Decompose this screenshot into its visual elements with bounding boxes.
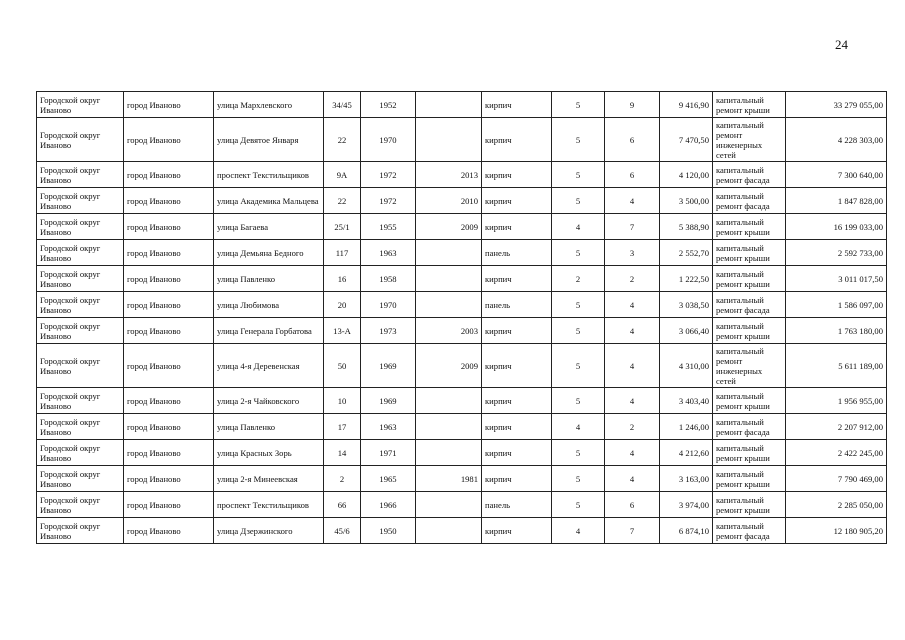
cell-city: город Иваново: [124, 188, 214, 214]
cell-city: город Иваново: [124, 492, 214, 518]
cell-city: город Иваново: [124, 162, 214, 188]
table-row: [37, 266, 887, 292]
cell-cost: 16 199 033,00: [786, 214, 887, 240]
cell-wall-material: кирпич: [482, 162, 552, 188]
cell-city: город Иваново: [124, 92, 214, 118]
cell-floors: 5: [552, 388, 605, 414]
cell-area: 1 246,00: [660, 414, 713, 440]
cell-okrug: Городской округ Иваново: [37, 414, 124, 440]
cell-city: город Иваново: [124, 388, 214, 414]
cell-cost: 5 611 189,00: [786, 344, 887, 388]
cell-floors: 5: [552, 440, 605, 466]
cell-work-type: капитальный ремонт крыши: [713, 388, 786, 414]
cell-year-renovated: [416, 492, 482, 518]
cell-cost: 2 285 050,00: [786, 492, 887, 518]
table-row: [37, 466, 887, 492]
table-row: [37, 118, 887, 162]
cell-work-type: капитальный ремонт крыши: [713, 492, 786, 518]
cell-street: улица Павленко: [214, 414, 324, 440]
cell-year-built: 1973: [361, 318, 416, 344]
cell-year-built: 1969: [361, 344, 416, 388]
cell-floors: 5: [552, 492, 605, 518]
cell-entrances: 9: [605, 92, 660, 118]
cell-year-renovated: [416, 266, 482, 292]
cell-house-number: 14: [324, 440, 361, 466]
cell-work-type: капитальный ремонт крыши: [713, 92, 786, 118]
cell-street: улица Академика Мальцева: [214, 188, 324, 214]
cell-wall-material: кирпич: [482, 414, 552, 440]
cell-year-renovated: [416, 240, 482, 266]
cell-year-renovated: [416, 414, 482, 440]
cell-entrances: 6: [605, 162, 660, 188]
cell-entrances: 4: [605, 466, 660, 492]
cell-okrug: Городской округ Иваново: [37, 466, 124, 492]
cell-house-number: 66: [324, 492, 361, 518]
cell-street: проспект Текстильщиков: [214, 162, 324, 188]
cell-house-number: 9А: [324, 162, 361, 188]
cell-entrances: 4: [605, 388, 660, 414]
cell-city: город Иваново: [124, 414, 214, 440]
cell-area: 2 552,70: [660, 240, 713, 266]
cell-entrances: 2: [605, 266, 660, 292]
cell-okrug: Городской округ Иваново: [37, 92, 124, 118]
cell-floors: 5: [552, 344, 605, 388]
cell-year-built: 1972: [361, 162, 416, 188]
cell-cost: 33 279 055,00: [786, 92, 887, 118]
table-row: [37, 344, 887, 388]
cell-wall-material: кирпич: [482, 440, 552, 466]
cell-year-renovated: 2010: [416, 188, 482, 214]
cell-okrug: Городской округ Иваново: [37, 240, 124, 266]
cell-year-renovated: [416, 292, 482, 318]
cell-year-built: 1963: [361, 240, 416, 266]
cell-city: город Иваново: [124, 318, 214, 344]
cell-entrances: 3: [605, 240, 660, 266]
cell-city: город Иваново: [124, 292, 214, 318]
cell-floors: 5: [552, 292, 605, 318]
cell-okrug: Городской округ Иваново: [37, 388, 124, 414]
table-row: [37, 188, 887, 214]
cell-year-renovated: 2003: [416, 318, 482, 344]
cell-street: улица 4-я Деревенская: [214, 344, 324, 388]
cell-entrances: 4: [605, 188, 660, 214]
cell-year-renovated: 1981: [416, 466, 482, 492]
cell-area: 4 212,60: [660, 440, 713, 466]
cell-area: 3 500,00: [660, 188, 713, 214]
cell-house-number: 13-А: [324, 318, 361, 344]
cell-floors: 5: [552, 188, 605, 214]
cell-work-type: капитальный ремонт фасада: [713, 162, 786, 188]
cell-area: 3 066,40: [660, 318, 713, 344]
cell-city: город Иваново: [124, 240, 214, 266]
cell-year-renovated: [416, 440, 482, 466]
cell-entrances: 6: [605, 492, 660, 518]
cell-area: 7 470,50: [660, 118, 713, 162]
cell-year-built: 1955: [361, 214, 416, 240]
cell-floors: 4: [552, 214, 605, 240]
cell-house-number: 45/6: [324, 518, 361, 544]
cell-house-number: 22: [324, 188, 361, 214]
cell-wall-material: кирпич: [482, 266, 552, 292]
table-row: [37, 492, 887, 518]
cell-floors: 2: [552, 266, 605, 292]
cell-okrug: Городской округ Иваново: [37, 518, 124, 544]
cell-year-built: 1970: [361, 118, 416, 162]
table-row: [37, 292, 887, 318]
cell-wall-material: кирпич: [482, 518, 552, 544]
cell-cost: 1 763 180,00: [786, 318, 887, 344]
cell-area: 3 038,50: [660, 292, 713, 318]
cell-work-type: капитальный ремонт крыши: [713, 214, 786, 240]
cell-entrances: 6: [605, 118, 660, 162]
cell-city: город Иваново: [124, 344, 214, 388]
table-row: [37, 240, 887, 266]
cell-area: 1 222,50: [660, 266, 713, 292]
cell-year-built: 1950: [361, 518, 416, 544]
cell-year-renovated: [416, 388, 482, 414]
cell-wall-material: кирпич: [482, 318, 552, 344]
cell-year-built: 1971: [361, 440, 416, 466]
cell-cost: 3 011 017,50: [786, 266, 887, 292]
cell-area: 3 974,00: [660, 492, 713, 518]
cell-year-built: 1965: [361, 466, 416, 492]
cell-street: улица 2-я Минеевская: [214, 466, 324, 492]
cell-year-renovated: [416, 118, 482, 162]
cell-street: улица Генерала Горбатова: [214, 318, 324, 344]
cell-house-number: 10: [324, 388, 361, 414]
cell-area: 6 874,10: [660, 518, 713, 544]
cell-okrug: Городской округ Иваново: [37, 440, 124, 466]
cell-cost: 2 207 912,00: [786, 414, 887, 440]
cell-year-built: 1970: [361, 292, 416, 318]
cell-wall-material: панель: [482, 492, 552, 518]
cell-city: город Иваново: [124, 118, 214, 162]
table-row: [37, 388, 887, 414]
cell-cost: 2 422 245,00: [786, 440, 887, 466]
cell-city: город Иваново: [124, 214, 214, 240]
cell-area: 4 310,00: [660, 344, 713, 388]
cell-wall-material: кирпич: [482, 214, 552, 240]
page-number: 24: [835, 37, 848, 52]
cell-area: 5 388,90: [660, 214, 713, 240]
cell-house-number: 16: [324, 266, 361, 292]
cell-okrug: Городской округ Иваново: [37, 214, 124, 240]
cell-street: улица Любимова: [214, 292, 324, 318]
cell-house-number: 50: [324, 344, 361, 388]
table-row: [37, 518, 887, 544]
cell-work-type: капитальный ремонт крыши: [713, 266, 786, 292]
cell-wall-material: панель: [482, 240, 552, 266]
cell-wall-material: кирпич: [482, 388, 552, 414]
cell-house-number: 2: [324, 466, 361, 492]
table-row: [37, 440, 887, 466]
table-row: [37, 162, 887, 188]
cell-work-type: капитальный ремонт крыши: [713, 440, 786, 466]
cell-city: город Иваново: [124, 518, 214, 544]
cell-work-type: капитальный ремонт крыши: [713, 240, 786, 266]
cell-year-renovated: 2009: [416, 214, 482, 240]
cell-street: улица Дзержинского: [214, 518, 324, 544]
cell-cost: 12 180 905,20: [786, 518, 887, 544]
cell-cost: 1 586 097,00: [786, 292, 887, 318]
cell-area: 3 163,00: [660, 466, 713, 492]
cell-street: улица Павленко: [214, 266, 324, 292]
cell-work-type: капитальный ремонт фасада: [713, 518, 786, 544]
cell-floors: 5: [552, 162, 605, 188]
table-row: [37, 92, 887, 118]
cell-floors: 5: [552, 92, 605, 118]
cell-work-type: капитальный ремонт инженерных сетей: [713, 118, 786, 162]
cell-entrances: 4: [605, 292, 660, 318]
cell-work-type: капитальный ремонт фасада: [713, 292, 786, 318]
cell-year-built: 1969: [361, 388, 416, 414]
cell-wall-material: кирпич: [482, 118, 552, 162]
cell-work-type: капитальный ремонт фасада: [713, 188, 786, 214]
cell-entrances: 7: [605, 518, 660, 544]
cell-city: город Иваново: [124, 440, 214, 466]
cell-street: проспект Текстильщиков: [214, 492, 324, 518]
cell-entrances: 2: [605, 414, 660, 440]
cell-floors: 5: [552, 466, 605, 492]
cell-house-number: 117: [324, 240, 361, 266]
cell-wall-material: кирпич: [482, 466, 552, 492]
cell-street: улица Мархлевского: [214, 92, 324, 118]
cell-work-type: капитальный ремонт инженерных сетей: [713, 344, 786, 388]
cell-street: улица 2-я Чайковского: [214, 388, 324, 414]
cell-entrances: 4: [605, 440, 660, 466]
cell-area: 9 416,90: [660, 92, 713, 118]
cell-city: город Иваново: [124, 466, 214, 492]
cell-cost: 4 228 303,00: [786, 118, 887, 162]
table-row: [37, 214, 887, 240]
cell-cost: 7 300 640,00: [786, 162, 887, 188]
cell-work-type: капитальный ремонт фасада: [713, 414, 786, 440]
cell-wall-material: кирпич: [482, 92, 552, 118]
cell-wall-material: панель: [482, 292, 552, 318]
cell-okrug: Городской округ Иваново: [37, 266, 124, 292]
cell-cost: 2 592 733,00: [786, 240, 887, 266]
table-row: [37, 318, 887, 344]
cell-area: 4 120,00: [660, 162, 713, 188]
cell-work-type: капитальный ремонт крыши: [713, 318, 786, 344]
cell-year-renovated: [416, 92, 482, 118]
cell-street: улица Багаева: [214, 214, 324, 240]
cell-year-renovated: 2013: [416, 162, 482, 188]
cell-okrug: Городской округ Иваново: [37, 118, 124, 162]
cell-wall-material: кирпич: [482, 188, 552, 214]
cell-entrances: 4: [605, 318, 660, 344]
cell-floors: 5: [552, 118, 605, 162]
cell-okrug: Городской округ Иваново: [37, 292, 124, 318]
cell-year-built: 1972: [361, 188, 416, 214]
cell-okrug: Городской округ Иваново: [37, 162, 124, 188]
cell-year-built: 1952: [361, 92, 416, 118]
cell-street: улица Девятое Января: [214, 118, 324, 162]
cell-floors: 4: [552, 414, 605, 440]
cell-entrances: 4: [605, 344, 660, 388]
cell-street: улица Красных Зорь: [214, 440, 324, 466]
cell-entrances: 7: [605, 214, 660, 240]
cell-floors: 4: [552, 518, 605, 544]
table-body: [37, 92, 887, 544]
cell-year-built: 1958: [361, 266, 416, 292]
cell-cost: 1 847 828,00: [786, 188, 887, 214]
cell-city: город Иваново: [124, 266, 214, 292]
cell-house-number: 25/1: [324, 214, 361, 240]
cell-year-renovated: [416, 518, 482, 544]
cell-street: улица Демьяна Бедного: [214, 240, 324, 266]
cell-year-built: 1966: [361, 492, 416, 518]
table-row: [37, 414, 887, 440]
cell-house-number: 20: [324, 292, 361, 318]
cell-okrug: Городской округ Иваново: [37, 318, 124, 344]
cell-house-number: 17: [324, 414, 361, 440]
cell-cost: 1 956 955,00: [786, 388, 887, 414]
housing-repair-table: [36, 91, 887, 544]
cell-floors: 5: [552, 318, 605, 344]
cell-okrug: Городской округ Иваново: [37, 188, 124, 214]
cell-year-built: 1963: [361, 414, 416, 440]
cell-house-number: 22: [324, 118, 361, 162]
cell-wall-material: кирпич: [482, 344, 552, 388]
cell-house-number: 34/45: [324, 92, 361, 118]
cell-work-type: капитальный ремонт крыши: [713, 466, 786, 492]
cell-area: 3 403,40: [660, 388, 713, 414]
cell-okrug: Городской округ Иваново: [37, 492, 124, 518]
cell-cost: 7 790 469,00: [786, 466, 887, 492]
cell-floors: 5: [552, 240, 605, 266]
cell-okrug: Городской округ Иваново: [37, 344, 124, 388]
cell-year-renovated: 2009: [416, 344, 482, 388]
